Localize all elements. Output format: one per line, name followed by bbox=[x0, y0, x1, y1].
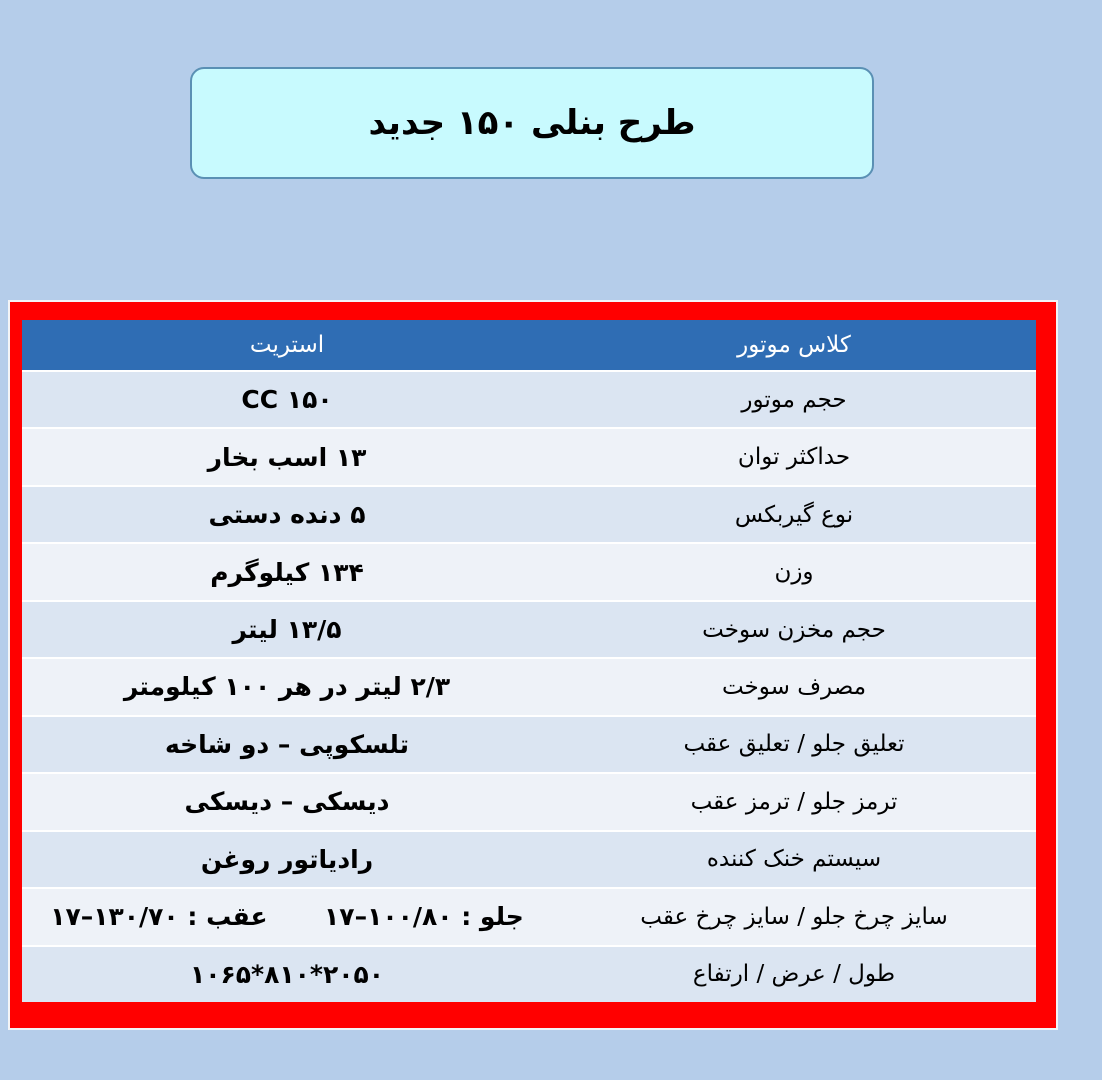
row-value: ۱۵۰ CC bbox=[241, 385, 333, 415]
table-row bbox=[22, 372, 1036, 429]
page-title: طرح بنلی ۱۵۰ جدید bbox=[368, 103, 696, 143]
header-class: کلاس موتور bbox=[737, 332, 851, 358]
table-row bbox=[22, 602, 1036, 659]
row-value: ۵ دنده دستی bbox=[208, 500, 366, 530]
row-label: وزن bbox=[774, 559, 814, 586]
table-row bbox=[22, 832, 1036, 889]
table-frame bbox=[8, 300, 1058, 1030]
table-row bbox=[22, 947, 1036, 1002]
row-label: طول / عرض / ارتفاع bbox=[692, 961, 896, 988]
table-row bbox=[22, 429, 1036, 486]
row-value: تلسکوپی – دو شاخه bbox=[164, 729, 410, 759]
row-value: ۲/۳ لیتر در هر ۱۰۰ کیلومتر bbox=[123, 672, 451, 702]
row-label: حجم مخزن سوخت bbox=[702, 616, 886, 643]
table-row bbox=[22, 774, 1036, 831]
row-label: تعلیق جلو / تعلیق عقب bbox=[683, 731, 905, 758]
row-label: سیستم خنک کننده bbox=[706, 846, 882, 873]
table-row bbox=[22, 717, 1036, 774]
spec-table bbox=[22, 320, 1036, 1002]
row-label: سایز چرخ جلو / سایز چرخ عقب bbox=[640, 903, 948, 930]
row-value: ۱۳/۵ لیتر bbox=[232, 615, 342, 645]
table-header bbox=[22, 320, 1036, 372]
row-label: ترمز جلو / ترمز عقب bbox=[690, 788, 898, 815]
title-box bbox=[190, 67, 874, 179]
row-value: دیسکی – دیسکی bbox=[184, 787, 390, 817]
row-label: نوع گیربکس bbox=[734, 501, 854, 528]
rear-tire-size: عقب : ۱۳۰/۷۰–۱۷ bbox=[50, 902, 268, 932]
row-label: حداکثر توان bbox=[737, 444, 851, 471]
row-value: ۱۳ اسب بخار bbox=[207, 442, 367, 472]
row-value-tires bbox=[22, 902, 552, 931]
front-tire-size: جلو : ۱۰۰/۸۰–۱۷ bbox=[324, 902, 524, 932]
row-label: حجم موتور bbox=[741, 386, 847, 413]
table-row bbox=[22, 544, 1036, 601]
header-model: استریت bbox=[249, 332, 325, 358]
tire-sizes bbox=[22, 902, 552, 931]
table-row bbox=[22, 487, 1036, 544]
row-value: ۱۳۴ کیلوگرم bbox=[210, 557, 364, 587]
table-row bbox=[22, 659, 1036, 716]
table-row bbox=[22, 889, 1036, 946]
row-value: ۲۰۵۰*۸۱۰*۱۰۶۵ bbox=[189, 959, 385, 989]
row-label: مصرف سوخت bbox=[721, 673, 867, 700]
row-value: رادیاتور روغن bbox=[200, 844, 374, 874]
